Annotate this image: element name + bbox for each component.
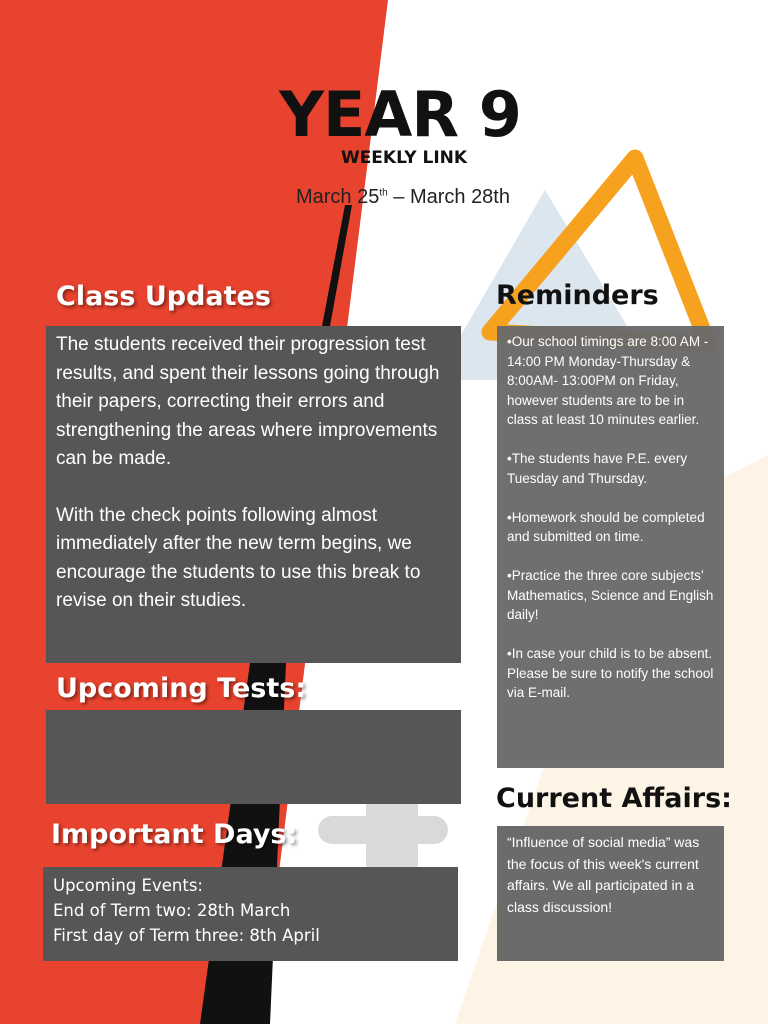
important-days-box	[43, 867, 458, 961]
date-end: – March 28th	[387, 186, 510, 208]
important-days-line: Upcoming Events:	[53, 876, 203, 895]
important-days-heading: Important Days:	[51, 819, 298, 850]
class-updates-box	[46, 326, 461, 663]
upcoming-tests-box	[46, 710, 461, 804]
class-updates-paragraph: With the check points following almost immediately after the new term begins, we encourage the students to use this break to revise on their studies.	[56, 504, 421, 611]
page-title: YEAR 9	[279, 78, 521, 151]
reminder-item: •Homework should be completed and submitted on time.	[507, 509, 705, 544]
reminder-item: •In case your child is to be absent. Please be sure to notify the school via E-mail.	[507, 646, 714, 700]
upcoming-tests-heading: Upcoming Tests:	[56, 673, 307, 704]
reminder-item: •Practice the three core subjects’ Mathematics, Science and English daily!	[507, 568, 714, 622]
current-affairs-box	[497, 826, 724, 961]
important-days-line: First day of Term three: 8th April	[53, 926, 320, 945]
current-affairs-heading: Current Affairs:	[496, 783, 732, 814]
important-days-line: End of Term two: 28th March	[53, 901, 291, 920]
current-affairs-text: “Influence of social media” was the focus of this week's current affairs. We all participated in a class discussion!	[507, 834, 700, 915]
class-updates-paragraph: The students received their progression test results, and spent their lessons going through their papers, correcting their errors and strengthening the areas where improvements can be made.	[56, 334, 440, 469]
reminders-box	[497, 326, 724, 768]
reminders-heading: Reminders	[496, 280, 659, 311]
class-updates-heading: Class Updates	[56, 281, 271, 312]
page-subtitle: WEEKLY LINK	[340, 148, 468, 168]
reminder-item: •The students have P.E. every Tuesday and Thursday.	[507, 451, 688, 486]
date-start-suffix: th	[379, 187, 388, 199]
date-range	[0, 186, 768, 209]
date-start: March 25	[295, 186, 380, 208]
reminder-item: •Our school timings are 8:00 AM - 14:00 PM Monday-Thursday & 8:00AM- 13:00PM on Friday, however students are to be in class at least 10 minutes earlier.	[507, 334, 709, 427]
